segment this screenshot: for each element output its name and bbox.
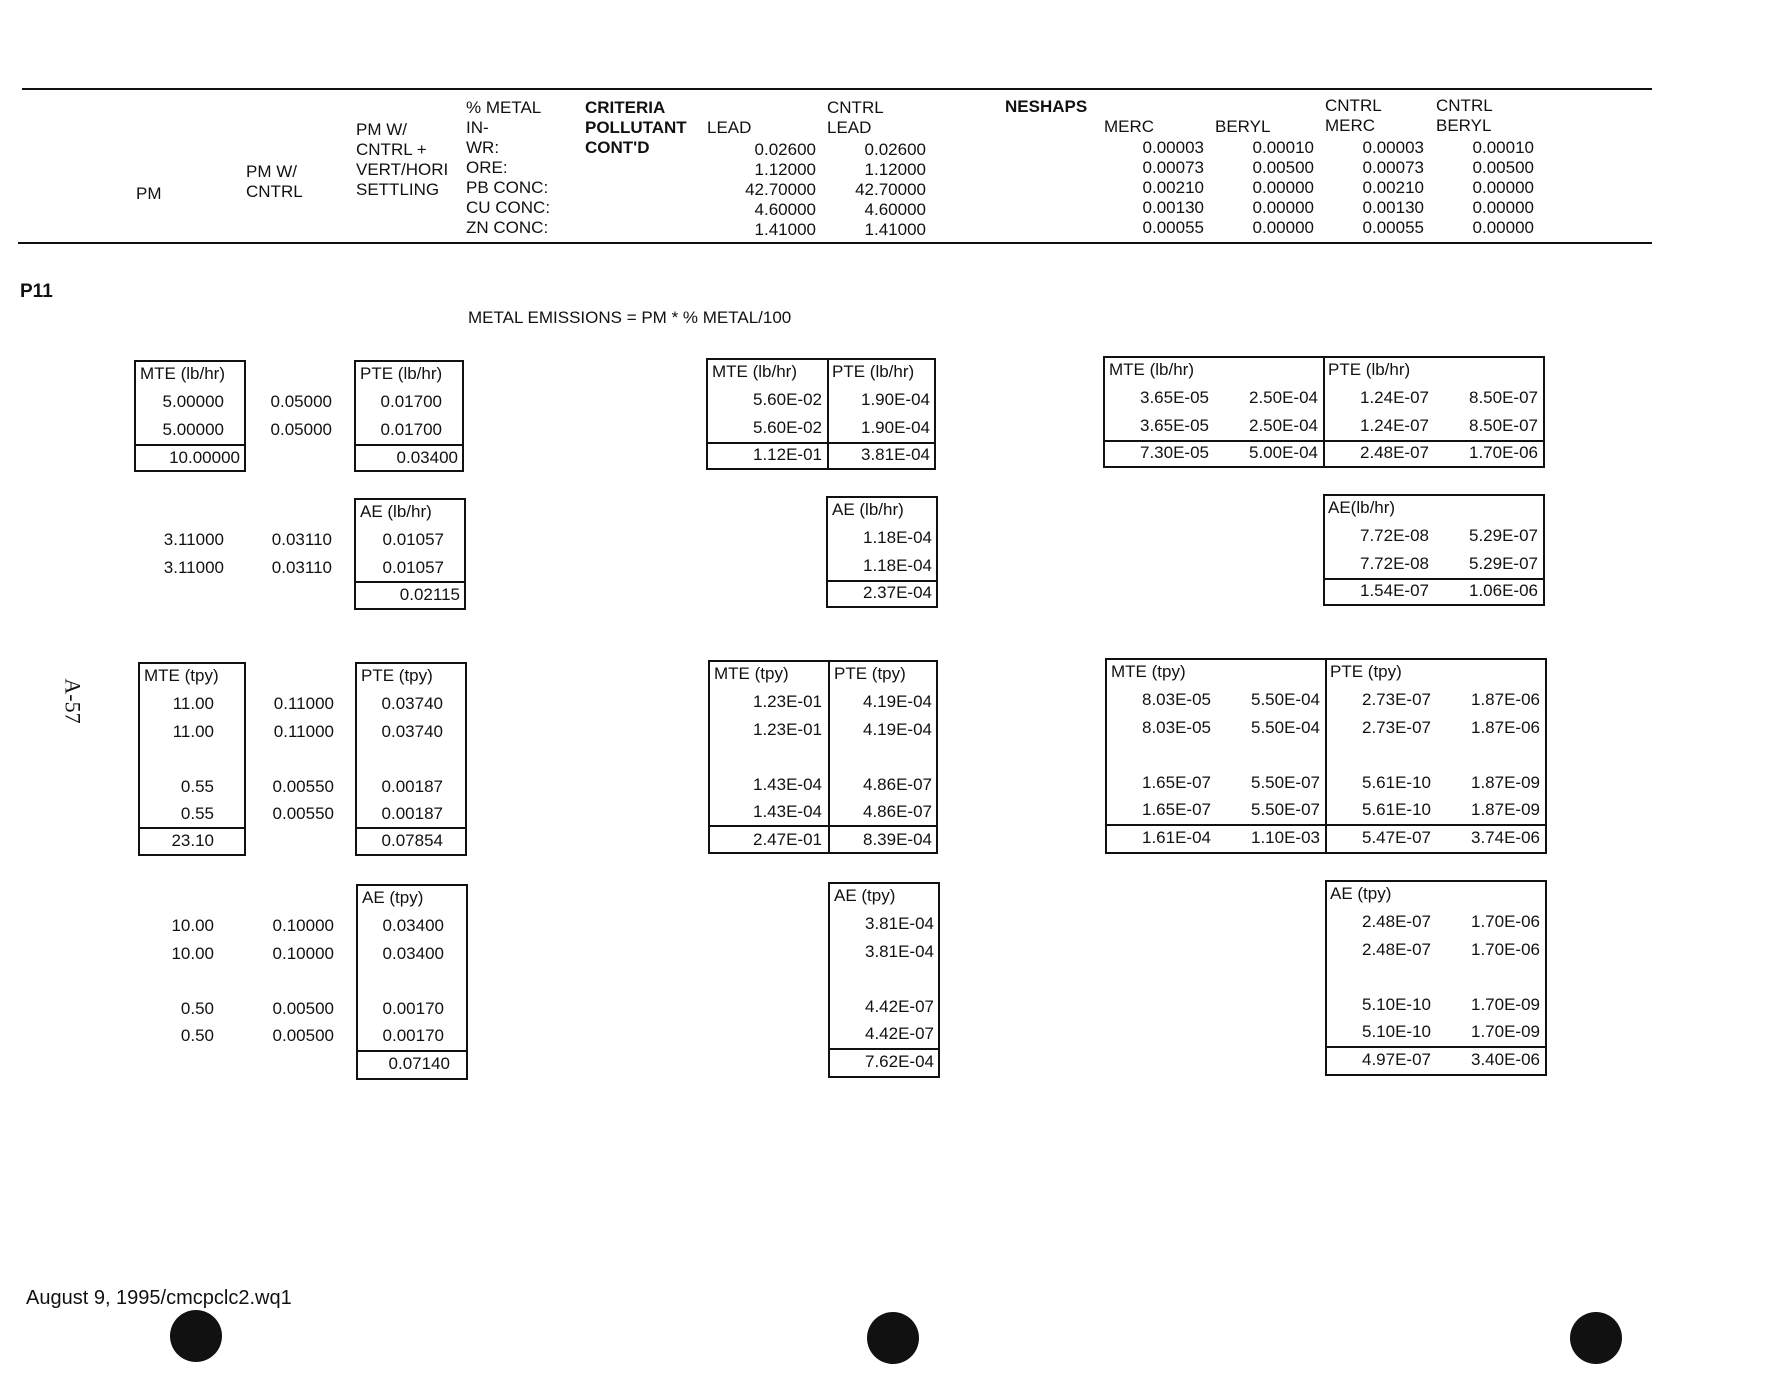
- pte-tpy-total: 0.07854: [381, 831, 443, 850]
- pte-tpy-title: PTE (tpy): [361, 666, 433, 685]
- ae-lbhr-title: AE (lb/hr): [360, 502, 432, 521]
- pte-tpy-values: 0.03740 0.03740 0.00187 0.00187: [381, 694, 443, 823]
- pte-lbhr-title: PTE (lb/hr): [360, 364, 443, 383]
- neshaps-lbhr-pte-title: PTE (lb/hr): [1328, 360, 1411, 379]
- header-top-rule: [22, 88, 1652, 90]
- mte-tpy-values: 11.00 11.00 0.55 0.55: [172, 694, 214, 823]
- lead-lbhr-pte-title: PTE (lb/hr): [832, 362, 915, 381]
- lead-lbhr-pte-values: 1.90E-04 1.90E-04 3.81E-04: [861, 390, 930, 464]
- header-bottom-rule: [18, 242, 1652, 244]
- neshaps-tpy-mte-title: MTE (tpy): [1111, 662, 1186, 681]
- lead-tpy-pte-values: 4.19E-04 4.19E-04 4.86E-07 4.86E-07 8.39E-04: [863, 692, 932, 849]
- formula: METAL EMISSIONS = PM * % METAL/100: [468, 308, 792, 327]
- pte-lbhr-values: 0.01700 0.01700: [380, 392, 442, 439]
- lead-ae-lbhr-title: AE (lb/hr): [832, 500, 904, 519]
- page-number: A-57: [60, 678, 86, 724]
- header-cntrl-beryl-label: CNTRL BERYL: [1436, 96, 1493, 135]
- header-cntrl-lead-values: 0.02600 1.12000 42.70000 4.60000 1.41000: [855, 140, 926, 239]
- lead-ae-lbhr-values: 1.18E-04 1.18E-04 2.37E-04: [863, 528, 932, 602]
- lead-lbhr-mte-values: 5.60E-02 5.60E-02 1.12E-01: [753, 390, 822, 464]
- mid-tpy-values: 0.11000 0.11000 0.00550 0.00550: [272, 694, 334, 823]
- footer-text: August 9, 1995/cmcpclc2.wq1: [26, 1287, 292, 1309]
- header-lead-values: 0.02600 1.12000 42.70000 4.60000 1.41000: [745, 140, 816, 239]
- neshaps-tpy-pte-a: 2.73E-07 2.73E-07 5.61E-10 5.61E-10 5.47E-07: [1362, 690, 1431, 847]
- mte-lbhr-title: MTE (lb/hr): [140, 364, 225, 383]
- header-pm: PM: [136, 184, 162, 203]
- header-beryl-values: 0.00010 0.00500 0.00000 0.00000 0.00000: [1252, 138, 1314, 237]
- punch-hole-left: [170, 1310, 222, 1362]
- neshaps-ae-lbhr-a: 7.72E-08 7.72E-08 1.54E-07: [1360, 526, 1429, 600]
- lead-tpy-mte-title: MTE (tpy): [714, 664, 789, 683]
- neshaps-ae-tpy-b: 1.70E-06 1.70E-06 1.70E-09 1.70E-09 3.40E-06: [1471, 912, 1540, 1069]
- header-cntrl-lead-label: CNTRL LEAD: [827, 98, 884, 137]
- ae-lbhr-values: 0.01057 0.01057: [382, 530, 444, 577]
- neshaps-ae-tpy-a: 2.48E-07 2.48E-07 5.10E-10 5.10E-10 4.97E-07: [1362, 912, 1431, 1069]
- header-beryl-label: BERYL: [1215, 117, 1271, 136]
- ae-tpy-left-values: 10.00 10.00 0.50 0.50: [171, 916, 214, 1045]
- header-lead-label: LEAD: [707, 118, 752, 137]
- header-pct-metal: % METAL IN- WR: ORE: PB CONC: CU CONC: ZN CONC:: [466, 98, 551, 237]
- ae-lbhr-total: 0.02115: [399, 585, 460, 604]
- neshaps-ae-tpy-title: AE (tpy): [1330, 884, 1392, 903]
- header-cntrl-merc-label: CNTRL MERC: [1325, 96, 1382, 135]
- lead-lbhr-mte-title: MTE (lb/hr): [712, 362, 797, 381]
- neshaps-lbhr-mte-b: 2.50E-04 2.50E-04 5.00E-04: [1249, 388, 1318, 462]
- lead-ae-tpy-title: AE (tpy): [834, 886, 896, 905]
- neshaps-tpy-mte-b: 5.50E-04 5.50E-04 5.50E-07 5.50E-07 1.10E-03: [1251, 690, 1320, 847]
- neshaps-tpy-mte-a: 8.03E-05 8.03E-05 1.65E-07 1.65E-07 1.61E-04: [1142, 690, 1211, 847]
- neshaps-tpy-pte-title: PTE (tpy): [1330, 662, 1402, 681]
- ae-tpy-title: AE (tpy): [362, 888, 424, 907]
- header-criteria-pollutant: CRITERIA POLLUTANT CONT'D: [585, 98, 687, 157]
- neshaps-ae-lbhr-b: 5.29E-07 5.29E-07 1.06E-06: [1469, 526, 1538, 600]
- neshaps-ae-lbhr-title: AE(lb/hr): [1328, 498, 1396, 517]
- mte-tpy-title: MTE (tpy): [144, 666, 219, 685]
- punch-hole-right: [1570, 1312, 1622, 1364]
- ae-tpy-values: 0.03400 0.03400 0.00170 0.00170: [382, 916, 444, 1045]
- section-label: P11: [20, 281, 53, 302]
- ae-lbhr-left-values: 3.11000 3.11000: [163, 530, 224, 577]
- ae-tpy-mid-values: 0.10000 0.10000 0.00500 0.00500: [272, 916, 334, 1045]
- header-neshaps: NESHAPS: [1005, 97, 1088, 116]
- header-pm-cntrl: PM W/ CNTRL: [246, 162, 303, 201]
- header-pm-settling: PM W/ CNTRL + VERT/HORI SETTLING: [356, 120, 449, 199]
- neshaps-lbhr-pte-a: 1.24E-07 1.24E-07 2.48E-07: [1360, 388, 1429, 462]
- punch-hole-center: [867, 1312, 919, 1364]
- header-cntrl-beryl-values: 0.00010 0.00500 0.00000 0.00000 0.00000: [1472, 138, 1534, 237]
- mid-lbhr-values: 0.05000 0.05000: [270, 392, 332, 439]
- neshaps-lbhr-mte-title: MTE (lb/hr): [1109, 360, 1194, 379]
- header-cntrl-merc-values: 0.00003 0.00073 0.00210 0.00130 0.00055: [1362, 138, 1424, 237]
- ae-lbhr-mid-values: 0.03110 0.03110: [271, 530, 332, 577]
- neshaps-lbhr-pte-b: 8.50E-07 8.50E-07 1.70E-06: [1469, 388, 1538, 462]
- lead-tpy-pte-title: PTE (tpy): [834, 664, 906, 683]
- header-merc-values: 0.00003 0.00073 0.00210 0.00130 0.00055: [1142, 138, 1204, 237]
- lead-ae-tpy-values: 3.81E-04 3.81E-04 4.42E-07 4.42E-07 7.62E-04: [865, 914, 934, 1071]
- mte-lbhr-values: 5.00000 5.00000: [162, 392, 224, 439]
- mte-tpy-total: 23.10: [171, 831, 214, 850]
- lead-tpy-mte-values: 1.23E-01 1.23E-01 1.43E-04 1.43E-04 2.47E-01: [753, 692, 822, 849]
- header-merc-label: MERC: [1104, 117, 1155, 136]
- neshaps-tpy-pte-b: 1.87E-06 1.87E-06 1.87E-09 1.87E-09 3.74E-06: [1471, 690, 1540, 847]
- ae-tpy-total: 0.07140: [388, 1054, 450, 1073]
- pte-lbhr-total: 0.03400: [396, 448, 458, 467]
- mte-lbhr-total: 10.00000: [169, 448, 240, 467]
- neshaps-lbhr-mte-a: 3.65E-05 3.65E-05 7.30E-05: [1140, 388, 1209, 462]
